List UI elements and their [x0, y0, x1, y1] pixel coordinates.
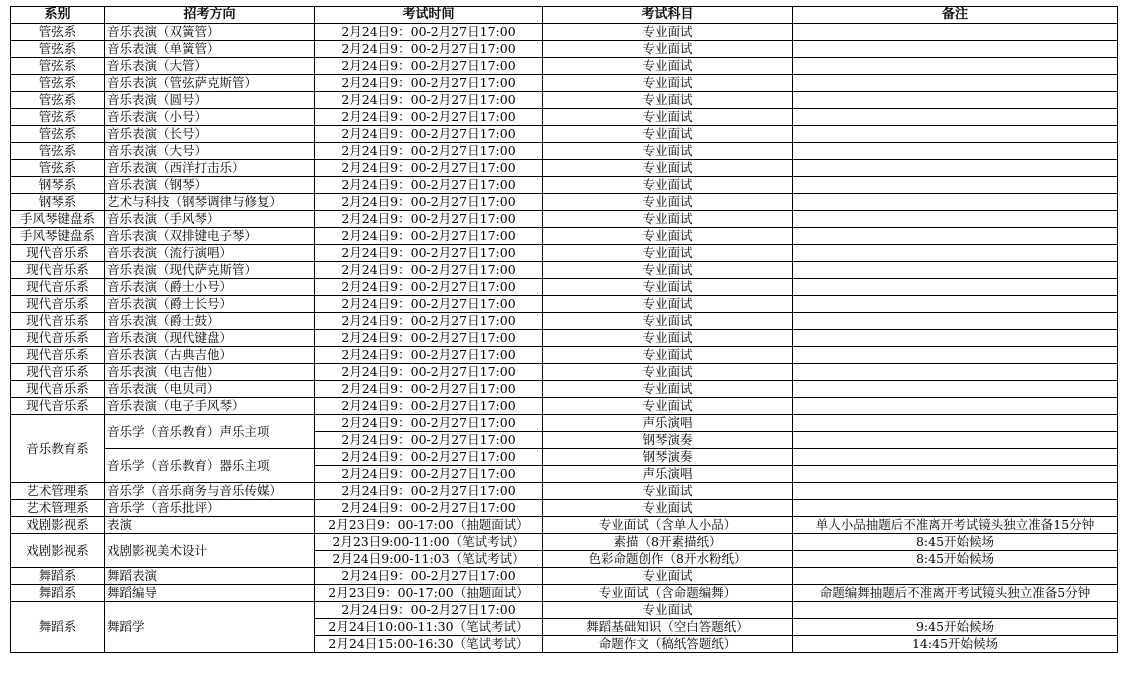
- note-cell: [793, 228, 1118, 245]
- subject-cell: 专业面试: [543, 500, 793, 517]
- subject-cell: 专业面试: [543, 364, 793, 381]
- drama-design-group: [11, 534, 1118, 568]
- header-time: 考试时间: [315, 7, 543, 24]
- major-cell: 音乐表演（长号）: [105, 126, 315, 143]
- note-cell: [793, 194, 1118, 211]
- table-row: [11, 194, 1118, 211]
- time-cell: 2月24日9：00-2月27日17:00: [315, 109, 543, 126]
- major-cell: 音乐学（音乐教育）声乐主项: [105, 415, 315, 449]
- table-row: [11, 500, 1118, 517]
- time-cell: 2月24日9：00-2月27日17:00: [315, 75, 543, 92]
- major-cell: 音乐表演（电子手风琴）: [105, 398, 315, 415]
- subject-cell: 专业面试: [543, 347, 793, 364]
- dept-cell: 现代音乐系: [11, 381, 105, 398]
- table-row: [11, 279, 1118, 296]
- major-cell: 表演: [105, 517, 315, 534]
- dept-cell: 管弦系: [11, 41, 105, 58]
- subject-cell: 钢琴演奏: [543, 432, 793, 449]
- table-row: [11, 143, 1118, 160]
- subject-cell: 声乐演唱: [543, 466, 793, 483]
- dept-cell: 现代音乐系: [11, 330, 105, 347]
- subject-cell: 专业面试: [543, 245, 793, 262]
- major-cell: 音乐表演（爵士长号）: [105, 296, 315, 313]
- time-cell: 2月23日9:00-11:00（笔试考试）: [315, 534, 543, 551]
- time-cell: 2月24日9：00-2月27日17:00: [315, 92, 543, 109]
- dept-cell: 戏剧影视系: [11, 517, 105, 534]
- time-cell: 2月24日9：00-2月27日17:00: [315, 381, 543, 398]
- table-body-b: [11, 483, 1118, 534]
- subject-cell: 专业面试: [543, 398, 793, 415]
- subject-cell: 专业面试: [543, 41, 793, 58]
- subject-cell: 专业面试: [543, 194, 793, 211]
- header-subject: 考试科目: [543, 7, 793, 24]
- subject-cell: 专业面试: [543, 143, 793, 160]
- note-cell: [793, 262, 1118, 279]
- table-row: [11, 126, 1118, 143]
- note-cell: [793, 58, 1118, 75]
- note-cell: [793, 211, 1118, 228]
- dept-cell: 现代音乐系: [11, 398, 105, 415]
- time-cell: 2月24日9:00-11:03（笔试考试）: [315, 551, 543, 568]
- note-cell: [793, 41, 1118, 58]
- dance-study-group: [11, 602, 1118, 653]
- table-row: [11, 313, 1118, 330]
- time-cell: 2月24日9：00-2月27日17:00: [315, 245, 543, 262]
- time-cell: 2月24日9：00-2月27日17:00: [315, 211, 543, 228]
- dept-cell: 管弦系: [11, 109, 105, 126]
- subject-cell: 素描（8开素描纸）: [543, 534, 793, 551]
- time-cell: 2月24日9：00-2月27日17:00: [315, 24, 543, 41]
- time-cell: 2月24日9：00-2月27日17:00: [315, 449, 543, 466]
- subject-cell: 命题作文（稿纸答题纸）: [543, 636, 793, 653]
- table-row: [11, 534, 1118, 551]
- note-cell: 9:45开始候场: [793, 619, 1118, 636]
- time-cell: 2月24日9：00-2月27日17:00: [315, 262, 543, 279]
- table-row: [11, 109, 1118, 126]
- major-cell: 音乐表演（大号）: [105, 143, 315, 160]
- note-cell: [793, 415, 1118, 432]
- header-major: 招考方向: [105, 7, 315, 24]
- note-cell: [793, 279, 1118, 296]
- table-row: [11, 228, 1118, 245]
- time-cell: 2月24日9：00-2月27日17:00: [315, 602, 543, 619]
- time-cell: 2月24日9：00-2月27日17:00: [315, 126, 543, 143]
- dept-cell: 艺术管理系: [11, 483, 105, 500]
- time-cell: 2月24日9：00-2月27日17:00: [315, 432, 543, 449]
- dept-cell: 现代音乐系: [11, 245, 105, 262]
- subject-cell: 专业面试: [543, 262, 793, 279]
- dept-cell: 现代音乐系: [11, 279, 105, 296]
- dept-cell: 戏剧影视系: [11, 534, 105, 568]
- time-cell: 2月24日9：00-2月27日17:00: [315, 398, 543, 415]
- major-cell: 音乐表演（钢琴）: [105, 177, 315, 194]
- time-cell: 2月24日9：00-2月27日17:00: [315, 415, 543, 432]
- subject-cell: 专业面试: [543, 568, 793, 585]
- dept-cell: 管弦系: [11, 75, 105, 92]
- dept-cell: 管弦系: [11, 58, 105, 75]
- note-cell: [793, 313, 1118, 330]
- dept-cell: 钢琴系: [11, 177, 105, 194]
- time-cell: 2月24日9：00-2月27日17:00: [315, 330, 543, 347]
- major-cell: 音乐表演（爵士鼓）: [105, 313, 315, 330]
- subject-cell: 专业面试（含单人小品）: [543, 517, 793, 534]
- subject-cell: 专业面试: [543, 211, 793, 228]
- major-cell: 音乐学（音乐批评）: [105, 500, 315, 517]
- dept-cell: 舞蹈系: [11, 585, 105, 602]
- note-cell: [793, 347, 1118, 364]
- table-row: [11, 330, 1118, 347]
- note-cell: [793, 500, 1118, 517]
- time-cell: 2月23日9：00-17:00（抽题面试）: [315, 517, 543, 534]
- note-cell: [793, 92, 1118, 109]
- time-cell: 2月24日9：00-2月27日17:00: [315, 58, 543, 75]
- subject-cell: 舞蹈基础知识（空白答题纸）: [543, 619, 793, 636]
- subject-cell: 专业面试: [543, 279, 793, 296]
- major-cell: 音乐表演（大管）: [105, 58, 315, 75]
- note-cell: [793, 449, 1118, 466]
- dept-cell: 音乐教育系: [11, 415, 105, 483]
- dept-cell: 艺术管理系: [11, 500, 105, 517]
- major-cell: 舞蹈表演: [105, 568, 315, 585]
- subject-cell: 专业面试: [543, 330, 793, 347]
- table-row: [11, 415, 1118, 432]
- exam-schedule-table: [10, 6, 1118, 653]
- subject-cell: 色彩命题创作（8开水粉纸）: [543, 551, 793, 568]
- subject-cell: 钢琴演奏: [543, 449, 793, 466]
- time-cell: 2月23日9：00-17:00（抽题面试）: [315, 585, 543, 602]
- time-cell: 2月24日9：00-2月27日17:00: [315, 466, 543, 483]
- note-cell: [793, 466, 1118, 483]
- major-cell: 音乐表演（管弦萨克斯管）: [105, 75, 315, 92]
- subject-cell: 专业面试: [543, 24, 793, 41]
- table-row: [11, 517, 1118, 534]
- table-row: [11, 262, 1118, 279]
- major-cell: 音乐表演（现代萨克斯管）: [105, 262, 315, 279]
- note-cell: [793, 109, 1118, 126]
- time-cell: 2月24日9：00-2月27日17:00: [315, 296, 543, 313]
- major-cell: 音乐表演（双排键电子琴）: [105, 228, 315, 245]
- dept-cell: 管弦系: [11, 24, 105, 41]
- table-row: [11, 381, 1118, 398]
- dept-cell: 管弦系: [11, 160, 105, 177]
- table-row: [11, 364, 1118, 381]
- dept-cell: 管弦系: [11, 92, 105, 109]
- subject-cell: 专业面试: [543, 177, 793, 194]
- note-cell: [793, 296, 1118, 313]
- table-body-c: [11, 568, 1118, 602]
- dept-cell: 手风琴键盘系: [11, 211, 105, 228]
- subject-cell: 专业面试: [543, 313, 793, 330]
- time-cell: 2月24日9：00-2月27日17:00: [315, 279, 543, 296]
- note-cell: [793, 483, 1118, 500]
- subject-cell: 专业面试: [543, 228, 793, 245]
- time-cell: 2月24日9：00-2月27日17:00: [315, 177, 543, 194]
- table-row: [11, 24, 1118, 41]
- dept-cell: 手风琴键盘系: [11, 228, 105, 245]
- table-row: [11, 449, 1118, 466]
- table-body-a: [11, 24, 1118, 415]
- note-cell: [793, 330, 1118, 347]
- time-cell: 2月24日9：00-2月27日17:00: [315, 364, 543, 381]
- table-row: [11, 602, 1118, 619]
- time-cell: 2月24日9：00-2月27日17:00: [315, 483, 543, 500]
- subject-cell: 专业面试: [543, 126, 793, 143]
- note-cell: 单人小品抽题后不准离开考试镜头独立准备15分钟: [793, 517, 1118, 534]
- table-row: [11, 92, 1118, 109]
- time-cell: 2月24日9：00-2月27日17:00: [315, 347, 543, 364]
- table-row: [11, 177, 1118, 194]
- table-row: [11, 211, 1118, 228]
- major-cell: 音乐表演（圆号）: [105, 92, 315, 109]
- time-cell: 2月24日10:00-11:30（笔试考试）: [315, 619, 543, 636]
- header-row: [11, 7, 1118, 24]
- note-cell: [793, 381, 1118, 398]
- note-cell: [793, 602, 1118, 619]
- dept-cell: 舞蹈系: [11, 568, 105, 585]
- time-cell: 2月24日9：00-2月27日17:00: [315, 41, 543, 58]
- subject-cell: 专业面试（含命题编舞）: [543, 585, 793, 602]
- note-cell: [793, 126, 1118, 143]
- major-cell: 音乐表演（单簧管）: [105, 41, 315, 58]
- dept-cell: 舞蹈系: [11, 602, 105, 653]
- dept-cell: 现代音乐系: [11, 313, 105, 330]
- dept-cell: 现代音乐系: [11, 296, 105, 313]
- major-cell: 音乐表演（手风琴）: [105, 211, 315, 228]
- subject-cell: 专业面试: [543, 483, 793, 500]
- major-cell: 舞蹈学: [105, 602, 315, 653]
- header-dept: 系别: [11, 7, 105, 24]
- table-row: [11, 398, 1118, 415]
- table-row: [11, 160, 1118, 177]
- time-cell: 2月24日9：00-2月27日17:00: [315, 194, 543, 211]
- major-cell: 音乐表演（电吉他）: [105, 364, 315, 381]
- table-row: [11, 75, 1118, 92]
- major-cell: 音乐表演（古典吉他）: [105, 347, 315, 364]
- table-row: [11, 58, 1118, 75]
- note-cell: [793, 568, 1118, 585]
- dept-cell: 现代音乐系: [11, 262, 105, 279]
- dept-cell: 管弦系: [11, 143, 105, 160]
- major-cell: 戏剧影视美术设计: [105, 534, 315, 568]
- subject-cell: 专业面试: [543, 160, 793, 177]
- time-cell: 2月24日9：00-2月27日17:00: [315, 568, 543, 585]
- major-cell: 音乐表演（现代键盘）: [105, 330, 315, 347]
- time-cell: 2月24日9：00-2月27日17:00: [315, 500, 543, 517]
- table-row: [11, 585, 1118, 602]
- note-cell: [793, 24, 1118, 41]
- time-cell: 2月24日15:00-16:30（笔试考试）: [315, 636, 543, 653]
- table-row: [11, 483, 1118, 500]
- dept-cell: 管弦系: [11, 126, 105, 143]
- subject-cell: 声乐演唱: [543, 415, 793, 432]
- note-cell: [793, 160, 1118, 177]
- major-cell: 音乐表演（爵士小号）: [105, 279, 315, 296]
- note-cell: [793, 75, 1118, 92]
- note-cell: [793, 143, 1118, 160]
- major-cell: 音乐表演（双簧管）: [105, 24, 315, 41]
- major-cell: 音乐学（音乐商务与音乐传媒）: [105, 483, 315, 500]
- table-row: [11, 245, 1118, 262]
- note-cell: [793, 364, 1118, 381]
- subject-cell: 专业面试: [543, 381, 793, 398]
- dept-cell: 钢琴系: [11, 194, 105, 211]
- subject-cell: 专业面试: [543, 296, 793, 313]
- dept-cell: 现代音乐系: [11, 347, 105, 364]
- time-cell: 2月24日9：00-2月27日17:00: [315, 160, 543, 177]
- subject-cell: 专业面试: [543, 92, 793, 109]
- header-note: 备注: [793, 7, 1118, 24]
- note-cell: 命题编舞抽题后不准离开考试镜头独立准备5分钟: [793, 585, 1118, 602]
- table-row: [11, 347, 1118, 364]
- note-cell: [793, 432, 1118, 449]
- time-cell: 2月24日9：00-2月27日17:00: [315, 143, 543, 160]
- note-cell: [793, 245, 1118, 262]
- subject-cell: 专业面试: [543, 58, 793, 75]
- dept-cell: 现代音乐系: [11, 364, 105, 381]
- table-row: [11, 568, 1118, 585]
- major-cell: 音乐学（音乐教育）器乐主项: [105, 449, 315, 483]
- subject-cell: 专业面试: [543, 75, 793, 92]
- note-cell: 8:45开始候场: [793, 551, 1118, 568]
- major-cell: 艺术与科技（钢琴调律与修复）: [105, 194, 315, 211]
- music-edu-group: [11, 415, 1118, 483]
- major-cell: 音乐表演（电贝司）: [105, 381, 315, 398]
- note-cell: 14:45开始候场: [793, 636, 1118, 653]
- time-cell: 2月24日9：00-2月27日17:00: [315, 228, 543, 245]
- major-cell: 音乐表演（流行演唱）: [105, 245, 315, 262]
- note-cell: 8:45开始候场: [793, 534, 1118, 551]
- major-cell: 舞蹈编导: [105, 585, 315, 602]
- subject-cell: 专业面试: [543, 109, 793, 126]
- major-cell: 音乐表演（西洋打击乐）: [105, 160, 315, 177]
- major-cell: 音乐表演（小号）: [105, 109, 315, 126]
- table-row: [11, 296, 1118, 313]
- subject-cell: 专业面试: [543, 602, 793, 619]
- note-cell: [793, 177, 1118, 194]
- table-row: [11, 41, 1118, 58]
- time-cell: 2月24日9：00-2月27日17:00: [315, 313, 543, 330]
- note-cell: [793, 398, 1118, 415]
